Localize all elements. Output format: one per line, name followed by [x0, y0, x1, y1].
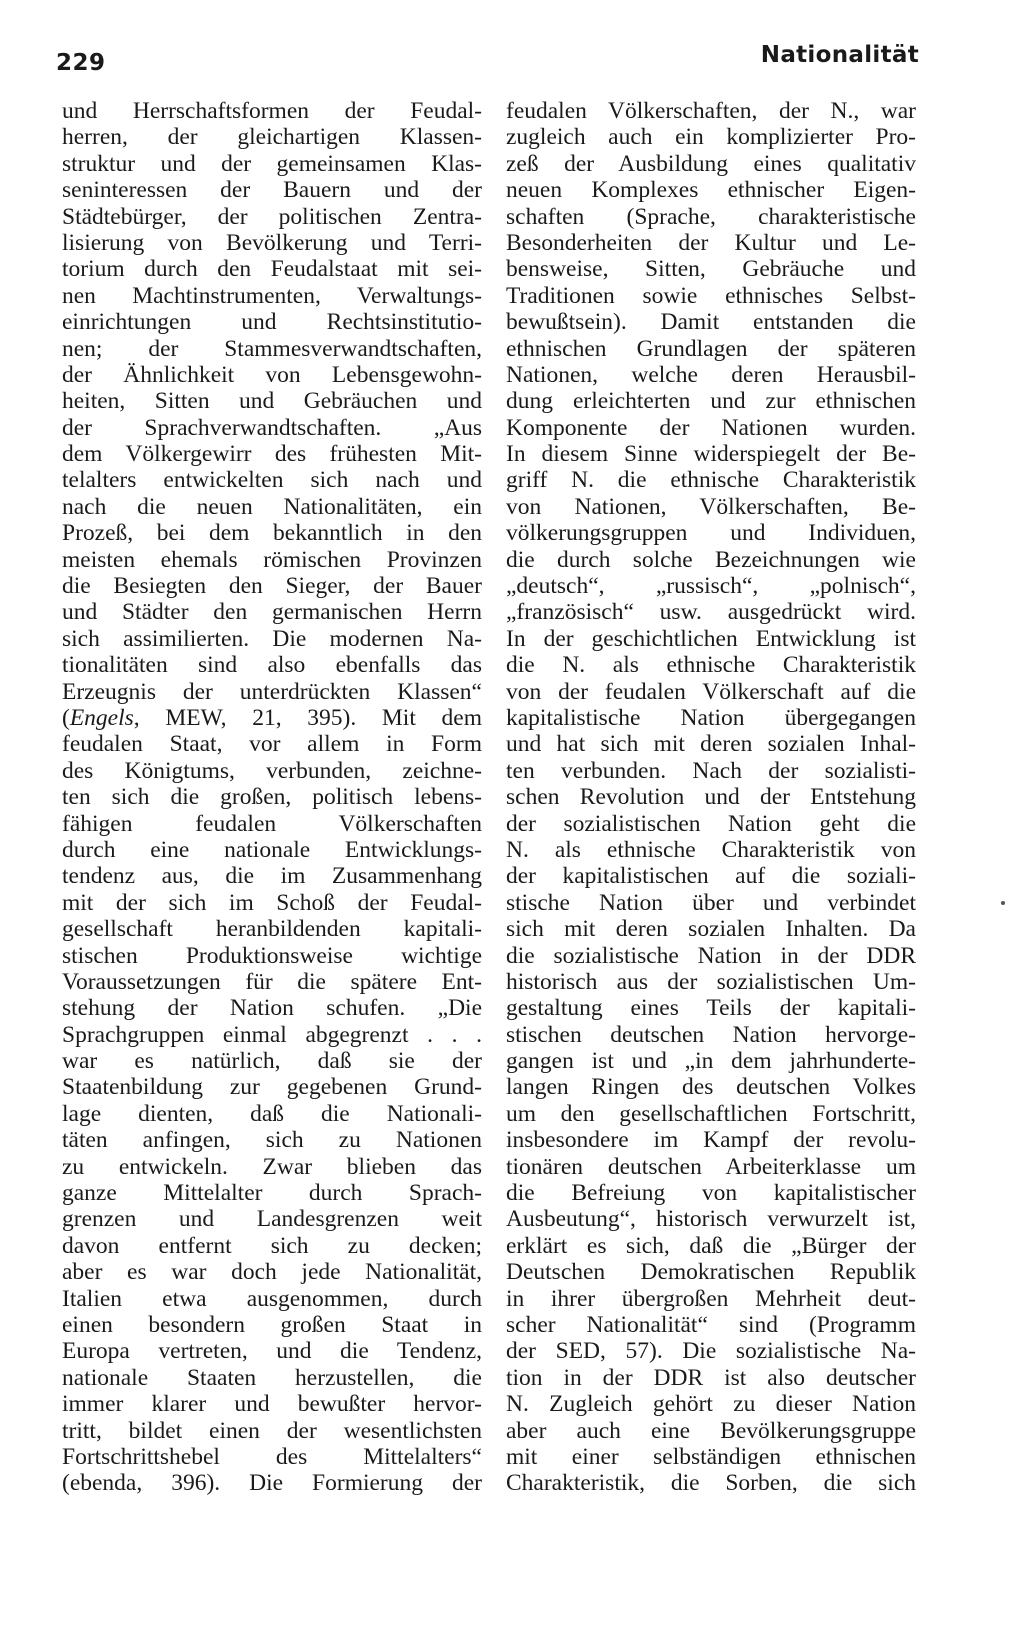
text-line: sich mit deren sozialen Inhalten. Da: [506, 916, 916, 943]
text-line: tionalitäten sind also ebenfalls das: [62, 652, 482, 679]
text-line: lisierung von Bevölkerung und Terri-: [62, 229, 482, 256]
text-line: Staatenbildung zur gegebenen Grund-: [62, 1074, 482, 1101]
page-number: 229: [56, 50, 106, 76]
text-line: N. Zugleich gehört zu dieser Nation: [506, 1391, 916, 1418]
text-line: einen besondern großen Staat in: [62, 1311, 482, 1338]
text-line: zu entwickeln. Zwar blieben das: [62, 1153, 482, 1180]
text-line: die durch solche Bezeichnungen wie: [506, 546, 916, 573]
text-line: um den gesellschaftlichen Fortschritt,: [506, 1100, 916, 1127]
text-line: neuen Komplexes ethnischer Eigen-: [506, 177, 916, 204]
text-line: durch eine nationale Entwicklungs-: [62, 836, 482, 863]
text-line: Fortschrittshebel des Mittelalters“: [62, 1443, 482, 1470]
text-line: immer klarer und bewußter hervor-: [62, 1391, 482, 1418]
text-line: dung erleichterten und zur ethnischen: [506, 388, 916, 415]
text-line: telalters entwickelten sich nach und: [62, 467, 482, 494]
text-line: mit einer selbständigen ethnischen: [506, 1443, 916, 1470]
text-line: tionären deutschen Arbeiterklasse um: [506, 1153, 916, 1180]
text-line: stischen Produktionsweise wichtige: [62, 942, 482, 969]
text-line: aber es war doch jede Nationalität,: [62, 1259, 482, 1286]
text-line: gestaltung eines Teils der kapitali-: [506, 995, 916, 1022]
text-line: der Ähnlichkeit von Lebensgewohn-: [62, 361, 482, 388]
text-line: Deutschen Demokratischen Republik: [506, 1259, 916, 1286]
text-line: feudalen Völkerschaften, der N., war: [506, 98, 916, 124]
margin-speck: [1001, 901, 1005, 905]
text-line: Italien etwa ausgenommen, durch: [62, 1285, 482, 1312]
text-line: nationale Staaten herzustellen, die: [62, 1364, 482, 1391]
text-line: langen Ringen des deutschen Volkes: [506, 1074, 916, 1101]
text-line: zeß der Ausbildung eines qualitativ: [506, 150, 916, 177]
text-line: stischen deutschen Nation hervorge-: [506, 1021, 916, 1048]
text-line: herren, der gleichartigen Klassen-: [62, 124, 482, 151]
text-line: Charakteristik, die Sorben, die sich: [506, 1470, 916, 1497]
text-line: einrichtungen und Rechtsinstitutio-: [62, 309, 482, 336]
text-line: Nationen, welche deren Herausbil-: [506, 361, 916, 388]
text-line: der SED, 57). Die sozialistische Na-: [506, 1338, 916, 1365]
text-line: der kapitalistischen auf die soziali-: [506, 863, 916, 890]
text-line: seninteressen der Bauern und der: [62, 177, 482, 204]
text-line: lage dienten, daß die Nationali-: [62, 1100, 482, 1127]
text-line: tritt, bildet einen der wesentlichsten: [62, 1417, 482, 1444]
text-line: aber auch eine Bevölkerungsgruppe: [506, 1417, 916, 1444]
text-line: insbesondere im Kampf der revolu-: [506, 1127, 916, 1154]
text-line: meisten ehemals römischen Provinzen: [62, 546, 482, 573]
text-line: sich assimilierten. Die modernen Na-: [62, 625, 482, 652]
text-line: völkerungsgruppen und Individuen,: [506, 520, 916, 547]
text-line: griff N. die ethnische Charakteristik: [506, 467, 916, 494]
text-line: dem Völkergewirr des frühesten Mit-: [62, 441, 482, 468]
text-line: und Städter den germanischen Herrn: [62, 599, 482, 626]
text-line: gangen ist und „in dem jahrhunderte-: [506, 1048, 916, 1075]
text-line: feudalen Staat, vor allem in Form: [62, 731, 482, 758]
text-line: des Königtums, verbunden, zeichne-: [62, 757, 482, 784]
text-line: (Engels, MEW, 21, 395). Mit dem: [62, 704, 482, 731]
text-line: Prozeß, bei dem bekanntlich in den: [62, 520, 482, 547]
text-line: Besonderheiten der Kultur und Le-: [506, 229, 916, 256]
text-line: In der geschichtlichen Entwicklung ist: [506, 625, 916, 652]
text-line: die N. als ethnische Charakteristik: [506, 652, 916, 679]
text-line: scher Nationalität“ sind (Programm: [506, 1311, 916, 1338]
text-line: ethnischen Grundlagen der späteren: [506, 335, 916, 362]
text-line: schen Revolution und der Entstehung: [506, 784, 916, 811]
text-line: tion in der DDR ist also deutscher: [506, 1364, 916, 1391]
text-line: von Nationen, Völkerschaften, Be-: [506, 493, 916, 520]
text-line: Voraussetzungen für die spätere Ent-: [62, 968, 482, 995]
text-line: und hat sich mit deren sozialen Inhal-: [506, 731, 916, 758]
text-line: struktur und der gemeinsamen Klas-: [62, 150, 482, 177]
text-line: Erzeugnis der unterdrückten Klassen“: [62, 678, 482, 705]
text-line: war es natürlich, daß sie der: [62, 1048, 482, 1075]
right-text-column: [506, 98, 916, 1497]
text-line: gesellschaft heranbildenden kapitali-: [62, 916, 482, 943]
text-line: von der feudalen Völkerschaft auf die: [506, 678, 916, 705]
text-line: Sprachgruppen einmal abgegrenzt . . .: [62, 1021, 482, 1048]
text-line: zugleich auch ein komplizierter Pro-: [506, 124, 916, 151]
text-line: bensweise, Sitten, Gebräuche und: [506, 256, 916, 283]
text-line: ten sich die großen, politisch lebens-: [62, 784, 482, 811]
text-line: „deutsch“, „russisch“, „polnisch“,: [506, 573, 916, 600]
text-line: Städtebürger, der politischen Zentra-: [62, 203, 482, 230]
text-line: „französisch“ usw. ausgedrückt wird.: [506, 599, 916, 626]
text-line: in ihrer übergroßen Mehrheit deut-: [506, 1285, 916, 1312]
text-line: mit der sich im Schoß der Feudal-: [62, 889, 482, 916]
text-line: nen Machtinstrumenten, Verwaltungs-: [62, 282, 482, 309]
text-line: und Herrschaftsformen der Feudal-: [62, 98, 482, 124]
text-line: Ausbeutung“, historisch verwurzelt ist,: [506, 1206, 916, 1233]
text-line: (ebenda, 396). Die Formierung der: [62, 1470, 482, 1497]
text-line: stehung der Nation schufen. „Die: [62, 995, 482, 1022]
text-line: bewußtsein). Damit entstanden die: [506, 309, 916, 336]
text-line: stische Nation über und verbindet: [506, 889, 916, 916]
text-line: historisch aus der sozialistischen Um-: [506, 968, 916, 995]
text-line: tendenz aus, die im Zusammenhang: [62, 863, 482, 890]
text-line: schaften (Sprache, charakteristische: [506, 203, 916, 230]
text-line: nach die neuen Nationalitäten, ein: [62, 493, 482, 520]
text-line: täten anfingen, sich zu Nationen: [62, 1127, 482, 1154]
text-line: ten verbunden. Nach der sozialisti-: [506, 757, 916, 784]
text-line: kapitalistische Nation übergegangen: [506, 704, 916, 731]
text-line: grenzen und Landesgrenzen weit: [62, 1206, 482, 1233]
text-line: ganze Mittelalter durch Sprach-: [62, 1180, 482, 1207]
text-line: fähigen feudalen Völkerschaften: [62, 810, 482, 837]
text-line: In diesem Sinne widerspiegelt der Be-: [506, 441, 916, 468]
text-line: Europa vertreten, und die Tendenz,: [62, 1338, 482, 1365]
text-line: N. als ethnische Charakteristik von: [506, 836, 916, 863]
running-head: Nationalität: [760, 42, 919, 68]
text-line: heiten, Sitten und Gebräuchen und: [62, 388, 482, 415]
text-line: die Befreiung von kapitalistischer: [506, 1180, 916, 1207]
left-text-column: [62, 98, 482, 1497]
text-line: Komponente der Nationen wurden.: [506, 414, 916, 441]
text-line: torium durch den Feudalstaat mit sei-: [62, 256, 482, 283]
text-line: die Besiegten den Sieger, der Bauer: [62, 573, 482, 600]
text-line: der sozialistischen Nation geht die: [506, 810, 916, 837]
text-line: die sozialistische Nation in der DDR: [506, 942, 916, 969]
text-line: erklärt es sich, daß die „Bürger der: [506, 1232, 916, 1259]
text-line: Traditionen sowie ethnisches Selbst-: [506, 282, 916, 309]
text-line: der Sprachverwandtschaften. „Aus: [62, 414, 482, 441]
text-line: nen; der Stammesverwandtschaften,: [62, 335, 482, 362]
text-line: davon entfernt sich zu decken;: [62, 1232, 482, 1259]
